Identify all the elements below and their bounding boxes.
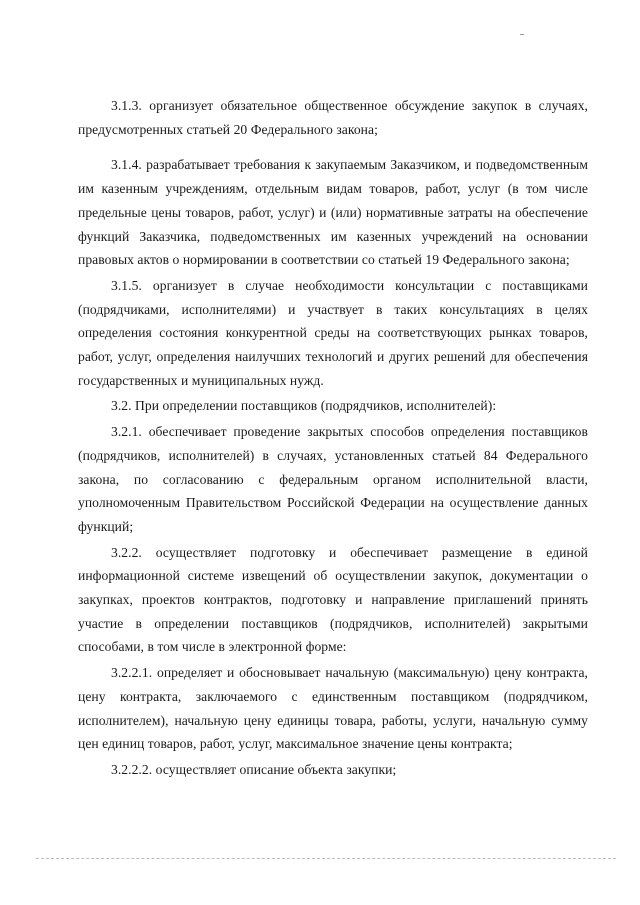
paragraph-3-1-4: 3.1.4. разрабатывает требования к закупаемым Заказчиком, и подведомственным им казенным учреждениям, отдельным видам товаров, работ, услуг (в том числе предельные цены товаров, работ, услуг) и (или) нормативные затраты на обеспечение функций Заказчика, подведомственных им казенных учреждений на основании правовых актов о нормировании в соответствии со статьей 19 Федерального закона; bbox=[78, 157, 588, 268]
paragraph-3-2: 3.2. При определении поставщиков (подрядчиков, исполнителей): bbox=[111, 398, 497, 414]
paragraph-3-1-3: 3.1.3. организует обязательное общественное обсуждение закупок в случаях, предусмотренных статьей 20 Федерального закона; bbox=[78, 98, 588, 137]
document-body bbox=[78, 94, 588, 782]
paragraph-3-2-2: 3.2.2. осуществляет подготовку и обеспечивает размещение в единой информационной системе извещений об осуществлении закупок, документации о закупках, проектов контрактов, подготовку и направление приглашений принять участие в определении поставщиков (подрядчиков, исполнителей) закрытыми способами, в том числе в электронной форме: bbox=[78, 544, 588, 655]
scan-mark bbox=[520, 34, 524, 35]
paragraph-3-2-2-1: 3.2.2.1. определяет и обосновывает начальную (максимальную) цену контракта, цену контракта, заключаемого с единственным поставщиком (подрядчиком, исполнителем), начальную цену единицы товара, работы, услуги, начальную сумму цен единиц товаров, работ, услуг, максимальное значение цены контракта; bbox=[78, 665, 588, 752]
paragraph-3-2-1: 3.2.1. обеспечивает проведение закрытых способов определения поставщиков (подрядчиков, исполнителей) в случаях, установленных статьей 84 Федерального закона, по согласованию с федеральным органом исполнительной власти, уполномоченным Правительством Российской Федерации на осуществление данных функций; bbox=[78, 424, 588, 534]
paragraph-3-1-5: 3.1.5. организует в случае необходимости консультации с поставщиками (подрядчиками, исполнителями) и участвует в таких консультациях в целях определения состояния конкурентной среды на соответствующих рынках товаров, работ, услуг, определения наилучших технологий и других решений для обеспечения государственных и муниципальных нужд. bbox=[78, 277, 588, 388]
page-bottom-rule bbox=[36, 858, 616, 859]
paragraph-3-2-2-2: 3.2.2.2. осуществляет описание объекта закупки; bbox=[111, 761, 397, 777]
